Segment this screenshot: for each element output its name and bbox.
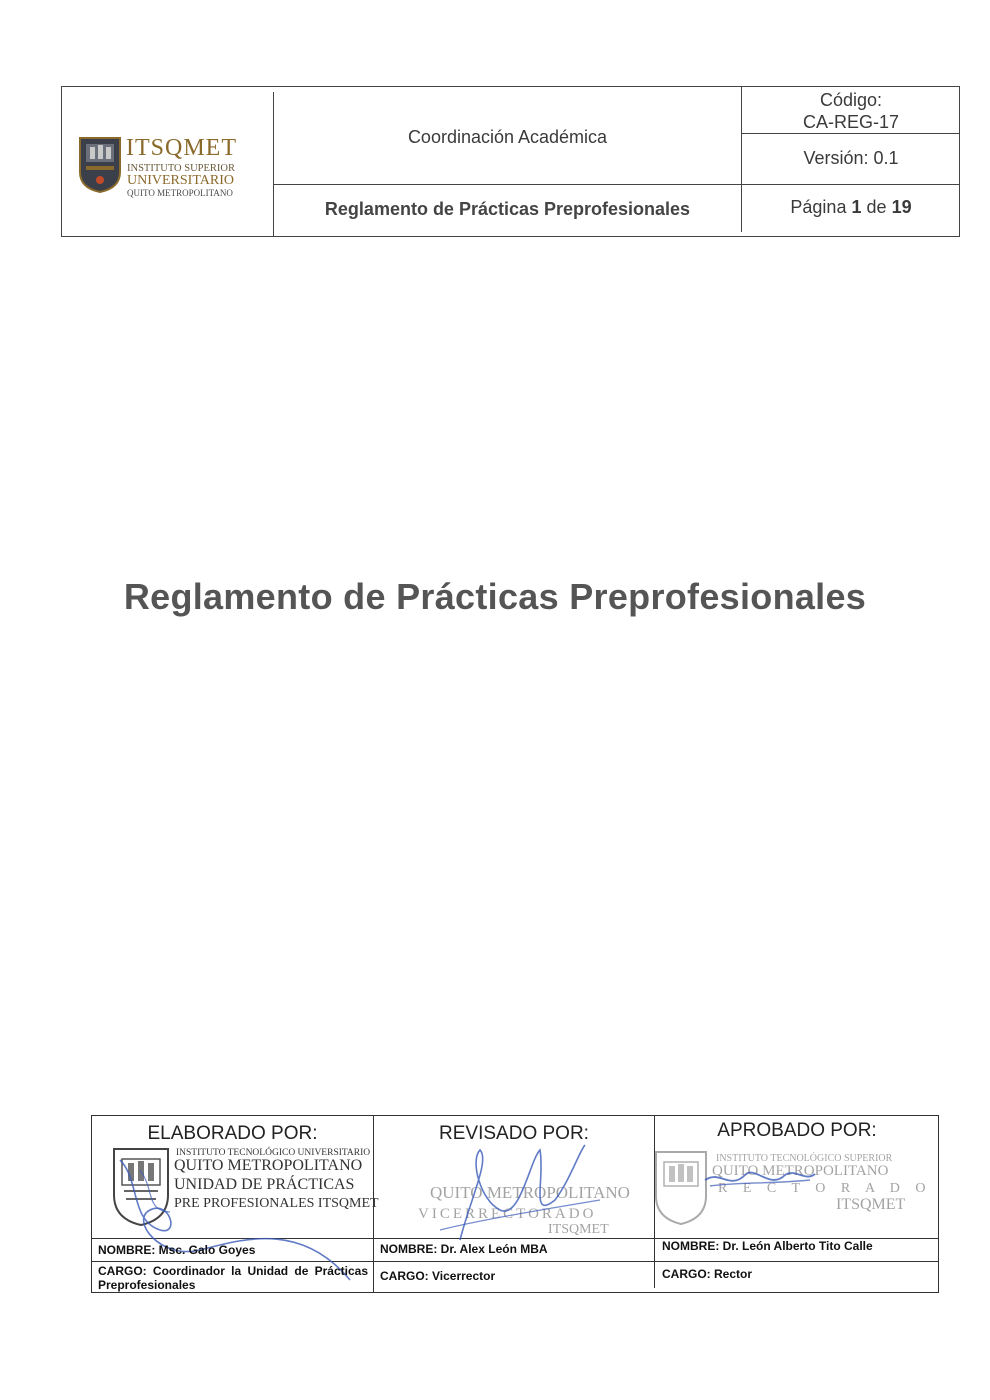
logo-brand: ITSQMET (126, 135, 237, 161)
reviewed-stamp-line-3: ITSQMET (548, 1222, 609, 1237)
logo-line-3: QUITO METROPOLITANO (127, 188, 233, 198)
document-title: Reglamento de Prácticas Preprofesionales (123, 576, 867, 617)
reviewed-name: NOMBRE: Dr. Alex León MBA (380, 1242, 548, 1256)
approved-stamp-line-3: R E C T O R A D O (718, 1181, 932, 1196)
page-current: 1 (851, 197, 862, 217)
approved-stamp-line-2: QUITO METROPOLITANO (712, 1163, 889, 1179)
signature-scribble-3 (700, 1160, 820, 1200)
prepared-role: CARGO: Coordinador la Unidad de Prácticas Preprofesionales (98, 1264, 368, 1292)
logo-line-2: UNIVERSITARIO (127, 173, 234, 188)
reviewed-stamp-line-2: VICERRECTORADO (418, 1206, 597, 1222)
code-value: CA-REG-17 (802, 112, 900, 132)
reviewed-by-heading: REVISADO POR: (439, 1123, 589, 1144)
approved-role: CARGO: Rector (662, 1267, 753, 1281)
page-number (742, 197, 960, 218)
approved-by-heading: APROBADO POR: (717, 1120, 877, 1141)
code-label: Código: (819, 90, 883, 110)
prepared-stamp-line-2: QUITO METROPOLITANO (174, 1157, 363, 1174)
prepared-stamp-line-3: UNIDAD DE PRÁCTICAS (174, 1176, 355, 1193)
document-name: Reglamento de Prácticas Preprofesionales (324, 199, 691, 219)
institution-logo (62, 93, 274, 236)
header-divider (742, 133, 960, 134)
version-label: Versión: 0.1 (803, 148, 899, 168)
prepared-stamp-line-1: INSTITUTO TECNOLÓGICO UNIVERSITARIO (176, 1148, 371, 1158)
approved-name: NOMBRE: Dr. León Alberto Tito Calle (662, 1239, 873, 1253)
signature-scribble-2 (380, 1140, 620, 1250)
approved-stamp-line-4: ITSQMET (836, 1196, 906, 1213)
page-prefix: Página (790, 197, 847, 217)
prepared-by-heading: ELABORADO POR: (147, 1123, 318, 1144)
logo-line-1: INSTITUTO SUPERIOR (127, 163, 236, 174)
coat-of-arms-icon (78, 136, 122, 194)
page-of: de (866, 197, 887, 217)
page-total: 19 (891, 197, 912, 217)
prepared-stamp-line-4: PRE PROFESIONALES ITSQMET (174, 1196, 379, 1211)
department-name: Coordinación Académica (407, 127, 608, 147)
approved-stamp-line-1: INSTITUTO TECNOLÓGICO SUPERIOR (716, 1153, 893, 1164)
prepared-name: NOMBRE: Msc. Galo Goyes (98, 1243, 256, 1257)
header-divider (274, 184, 960, 185)
reviewed-stamp-line-1: QUITO METROPOLITANO (430, 1183, 630, 1202)
reviewed-role: CARGO: Vicerrector (380, 1269, 496, 1283)
